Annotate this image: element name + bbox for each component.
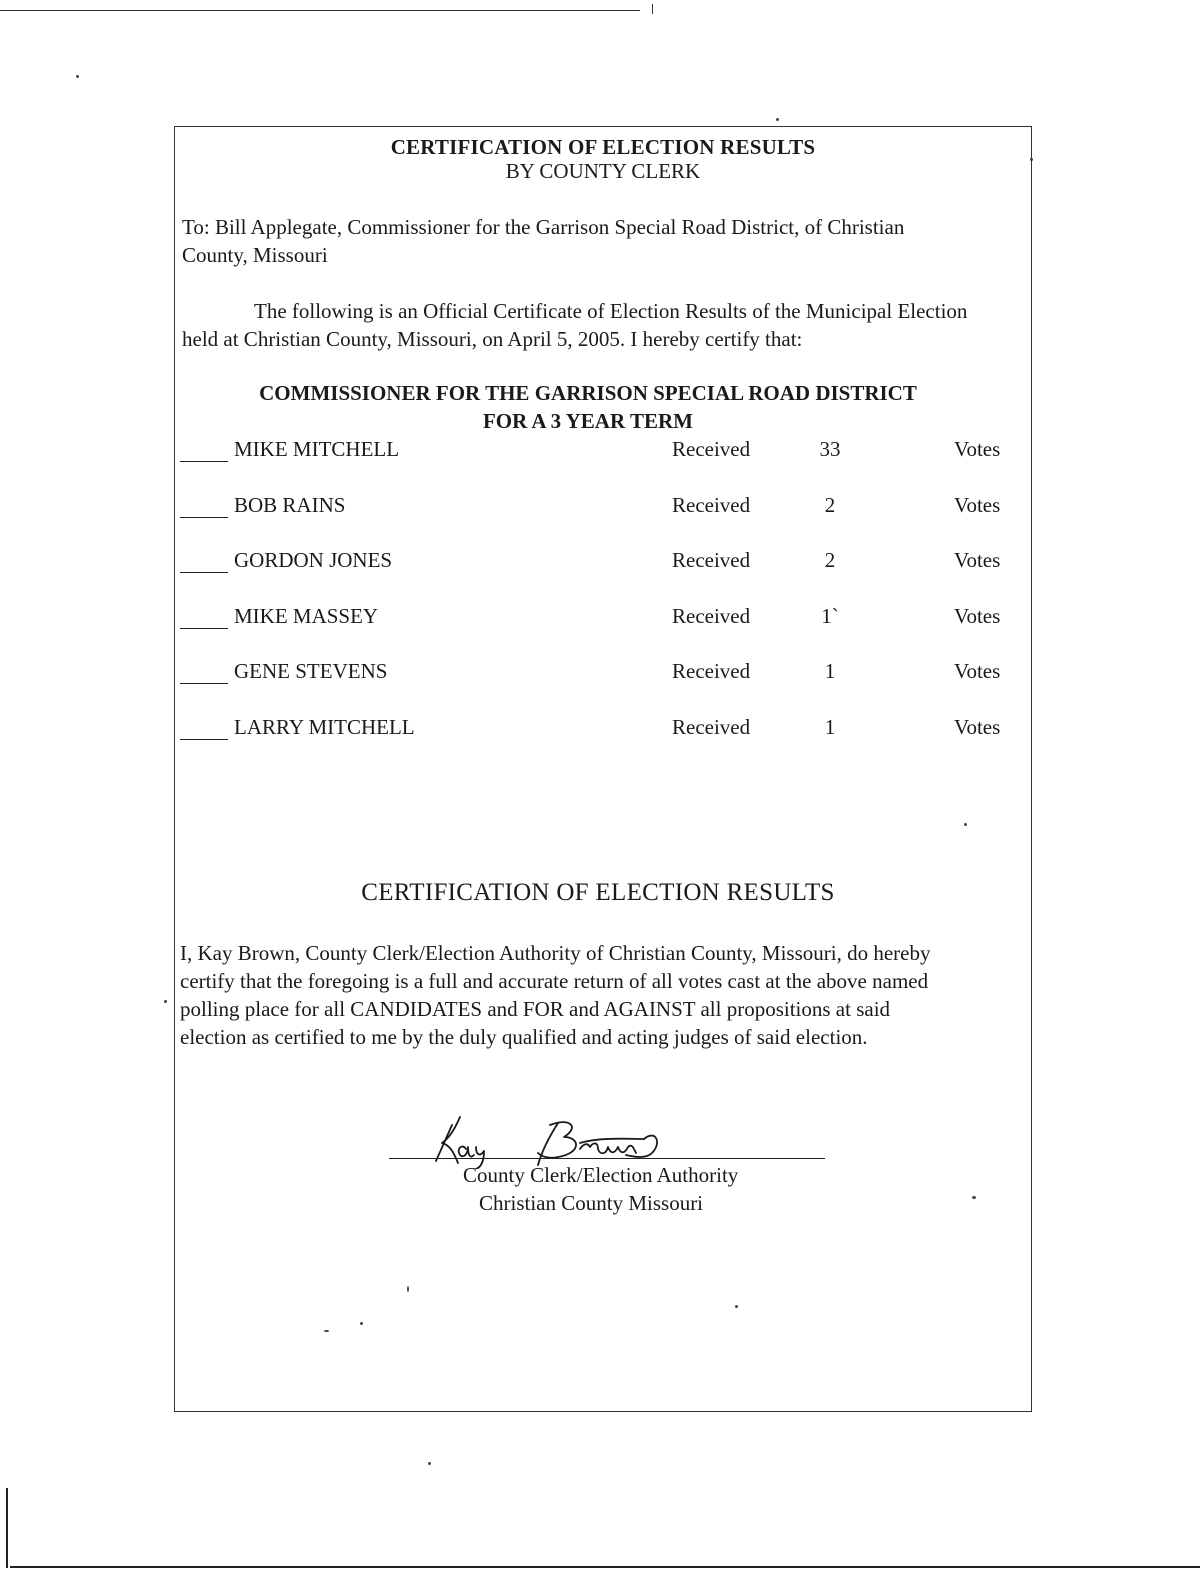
result-row: [180, 493, 1030, 521]
certification-line: I, Kay Brown, County Clerk/Election Authority of Christian County, Missouri, do hereby: [180, 941, 931, 965]
vote-count: 33: [819, 437, 841, 461]
received-label: Received: [672, 604, 751, 628]
candidate-name: MIKE MITCHELL: [234, 437, 400, 461]
scan-edge-top: [0, 10, 640, 11]
intro-line: held at Christian County, Missouri, on April 5, 2005. I hereby certify that:: [182, 327, 803, 351]
addressee-line: To: Bill Applegate, Commissioner for the Garrison Special Road District, of Christian: [182, 215, 905, 239]
certification-line: certify that the foregoing is a full and accurate return of all votes cast at the above named: [180, 969, 929, 993]
intro-paragraph: [182, 297, 1052, 353]
office-term: FOR A 3 YEAR TERM: [482, 409, 694, 433]
signature-line: [389, 1158, 825, 1159]
certificate-frame: [174, 126, 1032, 1412]
checkbox-blank[interactable]: [180, 606, 228, 629]
votes-label: Votes: [954, 604, 1001, 628]
vote-count: 1`: [821, 604, 839, 628]
vote-count: 1: [824, 659, 836, 683]
candidate-name: GENE STEVENS: [234, 659, 388, 683]
received-label: Received: [672, 437, 751, 461]
result-row: [180, 548, 1030, 576]
handwritten-signature: [430, 1109, 750, 1169]
office-title: COMMISSIONER FOR THE GARRISON SPECIAL ROAD DISTRICT: [259, 381, 917, 405]
received-label: Received: [672, 659, 751, 683]
vote-count: 1: [824, 715, 836, 739]
signer-location: Christian County Missouri: [479, 1191, 704, 1215]
certification-heading: CERTIFICATION OF ELECTION RESULTS: [361, 879, 835, 906]
scan-speck: [164, 1000, 167, 1003]
checkbox-blank[interactable]: [180, 661, 228, 684]
result-row: [180, 604, 1030, 632]
received-label: Received: [672, 493, 751, 517]
result-row: [180, 659, 1030, 687]
document-title: CERTIFICATION OF ELECTION RESULTS: [390, 135, 816, 159]
scan-speck: [76, 75, 79, 78]
scan-speck: [428, 1462, 431, 1465]
candidate-name: GORDON JONES: [234, 548, 393, 572]
candidate-name: BOB RAINS: [234, 493, 346, 517]
certification-line: election as certified to me by the duly qualified and acting judges of said election.: [180, 1025, 868, 1049]
votes-label: Votes: [954, 493, 1001, 517]
received-label: Received: [672, 715, 751, 739]
result-row: [180, 715, 1030, 743]
intro-line: The following is an Official Certificate of Election Results of the Municipal Election: [254, 299, 968, 323]
addressee-line: County, Missouri: [182, 243, 328, 267]
votes-label: Votes: [954, 715, 1001, 739]
votes-label: Votes: [954, 659, 1001, 683]
result-row: [180, 437, 1030, 465]
certification-line: polling place for all CANDIDATES and FOR and AGAINST all propositions at said: [180, 997, 891, 1021]
candidate-name: LARRY MITCHELL: [234, 715, 415, 739]
signer-title: County Clerk/Election Authority: [463, 1163, 739, 1187]
checkbox-blank[interactable]: [180, 439, 228, 462]
checkbox-blank[interactable]: [180, 495, 228, 518]
votes-label: Votes: [954, 548, 1001, 572]
addressee: [182, 213, 1012, 269]
vote-count: 2: [824, 493, 836, 517]
scan-speck: [776, 118, 779, 121]
votes-label: Votes: [954, 437, 1001, 461]
received-label: Received: [672, 548, 751, 572]
candidate-name: MIKE MASSEY: [234, 604, 379, 628]
scan-tick-top: [652, 4, 653, 14]
scan-edge-left: [6, 1488, 8, 1568]
checkbox-blank[interactable]: [180, 550, 228, 573]
checkbox-blank[interactable]: [180, 717, 228, 740]
certification-body: [180, 939, 1025, 1051]
document-subtitle: BY COUNTY CLERK: [505, 159, 701, 183]
scan-edge-bottom: [10, 1566, 1200, 1568]
vote-count: 2: [824, 548, 836, 572]
